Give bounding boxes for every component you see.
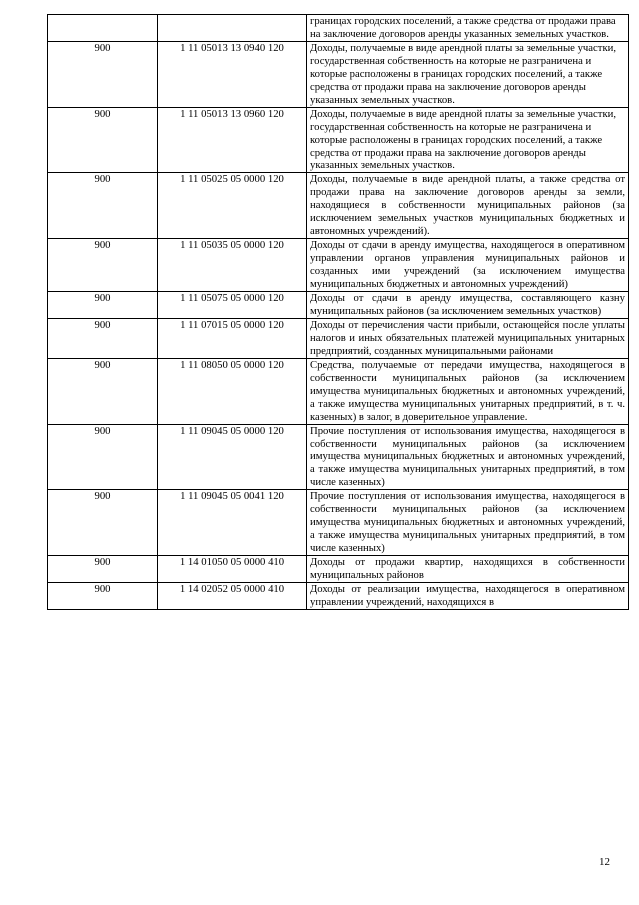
admin-code-cell <box>48 15 158 42</box>
revenue-code-cell: 1 11 05013 13 0960 120 <box>158 107 307 173</box>
admin-code-cell: 900 <box>48 318 158 358</box>
admin-code-cell: 900 <box>48 41 158 107</box>
table-row <box>48 556 629 583</box>
revenue-code-cell: 1 11 05035 05 0000 120 <box>158 239 307 292</box>
revenue-description-cell: Доходы от сдачи в аренду имущества, составляющего казну муниципальных районов (за исключением земельных участков) <box>307 292 629 319</box>
revenue-description-cell: Доходы, получаемые в виде арендной платы за земельные участки, государственная собственность на которые не разграничена и которые расположены в границах городских поселений, а также средства от продажи права на заключение договоров аренды указанных земельных участков. <box>307 41 629 107</box>
revenue-description-cell: границах городских поселений, а также средства от продажи права на заключение договоров аренды указанных земельных участков. <box>307 15 629 42</box>
admin-code-cell: 900 <box>48 490 158 556</box>
revenue-description-cell: Прочие поступления от использования имущества, находящегося в собственности муниципальных районов (за исключением имущества муниципальных бюджетных и автономных учреждений, а также имущества муниципальных унитарных предприятий, в том числе казенных) <box>307 424 629 490</box>
revenue-code-cell <box>158 15 307 42</box>
table-row <box>48 318 629 358</box>
revenue-code-cell: 1 11 05075 05 0000 120 <box>158 292 307 319</box>
revenue-code-cell: 1 11 07015 05 0000 120 <box>158 318 307 358</box>
revenue-codes-table <box>47 14 629 610</box>
table-row <box>48 490 629 556</box>
revenue-description-cell: Прочие поступления от использования имущества, находящегося в собственности муниципальных районов (за исключением имущества муниципальных бюджетных и автономных учреждений, а также имущества муниципальных унитарных предприятий, в том числе казенных) <box>307 490 629 556</box>
revenue-code-cell: 1 14 02052 05 0000 410 <box>158 582 307 609</box>
revenue-code-cell: 1 11 08050 05 0000 120 <box>158 358 307 424</box>
admin-code-cell: 900 <box>48 292 158 319</box>
revenue-code-cell: 1 11 05025 05 0000 120 <box>158 173 307 239</box>
revenue-code-cell: 1 11 09045 05 0041 120 <box>158 490 307 556</box>
table-row <box>48 107 629 173</box>
table-row <box>48 239 629 292</box>
table-row <box>48 15 629 42</box>
revenue-description-cell: Доходы, получаемые в виде арендной платы, а также средства от продажи права на заключение договоров аренды за земли, находящиеся в собственности муниципальных районов (за исключением земельных участков муниципальных бюджетных и автономных учреждений). <box>307 173 629 239</box>
revenue-description-cell: Доходы от сдачи в аренду имущества, находящегося в оперативном управлении органов управления муниципальных районов и созданных ими учреждений (за исключением имущества муниципальных бюджетных и автономных учреждений) <box>307 239 629 292</box>
admin-code-cell: 900 <box>48 358 158 424</box>
revenue-code-cell: 1 11 05013 13 0940 120 <box>158 41 307 107</box>
revenue-description-cell: Доходы от перечисления части прибыли, остающейся после уплаты налогов и иных обязательных платежей муниципальных унитарных предприятий, созданных муниципальными районами <box>307 318 629 358</box>
revenue-description-cell: Доходы от реализации имущества, находящегося в оперативном управлении учреждений, находящихся в <box>307 582 629 609</box>
table-row <box>48 173 629 239</box>
revenue-code-cell: 1 11 09045 05 0000 120 <box>158 424 307 490</box>
admin-code-cell: 900 <box>48 582 158 609</box>
table-row <box>48 292 629 319</box>
page-number: 12 <box>599 856 610 868</box>
revenue-description-cell: Средства, получаемые от передачи имущества, находящегося в собственности муниципальных районов (за исключением имущества муниципальных бюджетных и автономных учреждений, а также имущества муниципальных унитарных предприятий, в т. ч. казенных) в залог, в доверительное управление. <box>307 358 629 424</box>
admin-code-cell: 900 <box>48 173 158 239</box>
revenue-description-cell: Доходы от продажи квартир, находящихся в собственности муниципальных районов <box>307 556 629 583</box>
revenue-description-cell: Доходы, получаемые в виде арендной платы за земельные участки, государственная собственность на которые не разграничена и которые расположены в границах городских поселений, а также средства от продажи права на заключение договоров аренды указанных земельных участков. <box>307 107 629 173</box>
table-row <box>48 582 629 609</box>
revenue-code-cell: 1 14 01050 05 0000 410 <box>158 556 307 583</box>
table-body <box>48 15 629 610</box>
table-row <box>48 424 629 490</box>
admin-code-cell: 900 <box>48 239 158 292</box>
table-row <box>48 358 629 424</box>
admin-code-cell: 900 <box>48 424 158 490</box>
table-row <box>48 41 629 107</box>
admin-code-cell: 900 <box>48 107 158 173</box>
admin-code-cell: 900 <box>48 556 158 583</box>
